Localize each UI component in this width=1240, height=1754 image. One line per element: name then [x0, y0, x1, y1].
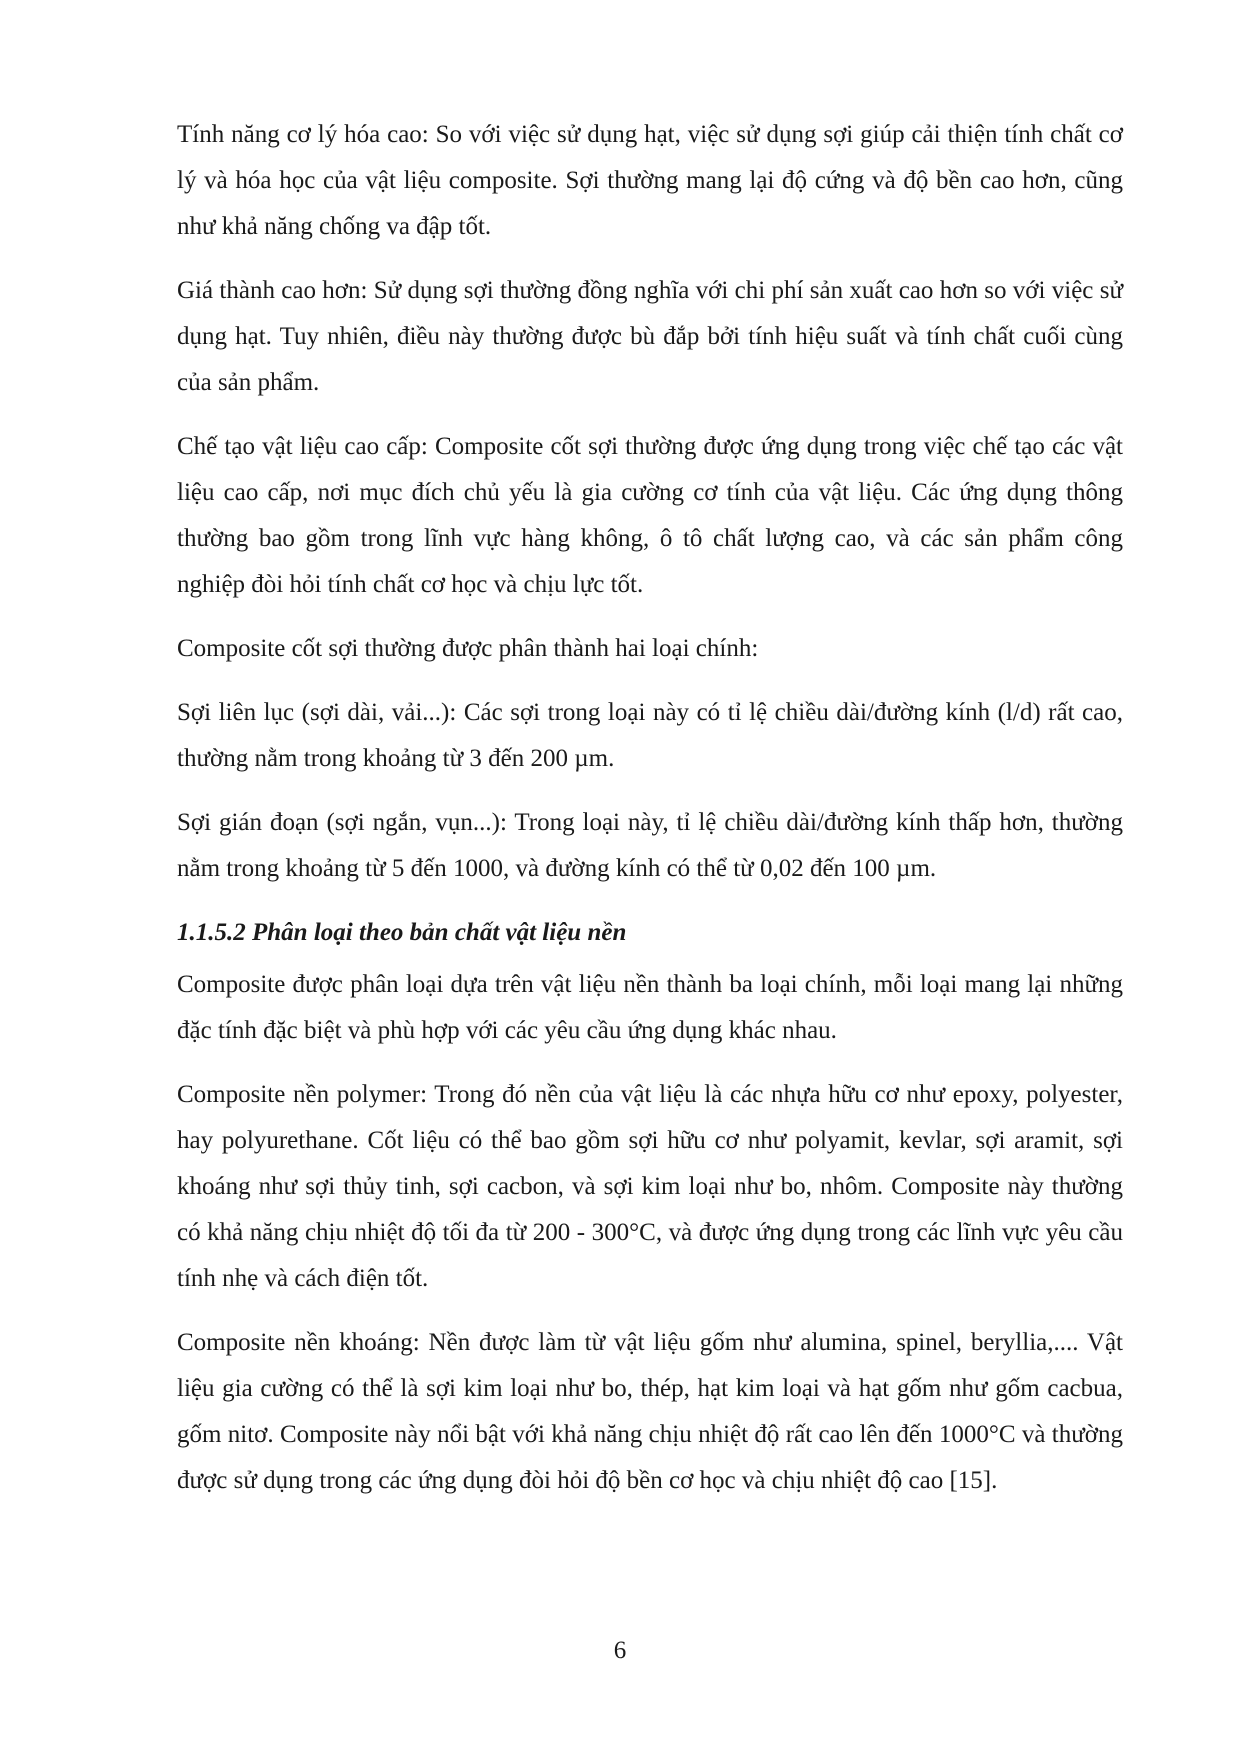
paragraph-continuous-fiber: Sợi liên lục (sợi dài, vải...): Các sợi trong loại này có tỉ lệ chiều dài/đường kính (l/d) rất cao, thường nằm trong khoảng từ 3 đến 200 µm.	[177, 699, 1123, 772]
paragraph-polymer-matrix: Composite nền polymer: Trong đó nền của vật liệu là các nhựa hữu cơ như epoxy, polyester, hay polyurethane. Cốt liệu có thể bao gồm sợi hữu cơ như polyamit, kevlar, sợi aramit, sợi khoáng như sợi thủy tinh, sợi cacbon, và sợi kim loại như bo, nhôm. Composite này thường có khả năng chịu nhiệt độ tối đa từ 200 - 300°C, và được ứng dụng trong các lĩnh vực yêu cầu tính nhẹ và cách điện tốt.	[177, 1081, 1123, 1292]
paragraph-fiber-classification: Composite cốt sợi thường được phân thành hai loại chính:	[177, 635, 759, 662]
paragraph-discontinuous-fiber: Sợi gián đoạn (sợi ngắn, vụn...): Trong loại này, tỉ lệ chiều dài/đường kính thấp hơn, thường nằm trong khoảng từ 5 đến 1000, và đường kính có thể từ 0,02 đến 100 µm.	[177, 809, 1123, 882]
paragraph-mechanical-properties: Tính năng cơ lý hóa cao: So với việc sử dụng hạt, việc sử dụng sợi giúp cải thiện tính chất cơ lý và hóa học của vật liệu composite. Sợi thường mang lại độ cứng và độ bền cao hơn, cũng như khả năng chống va đập tốt.	[177, 121, 1123, 240]
paragraph-mineral-matrix: Composite nền khoáng: Nền được làm từ vật liệu gốm như alumina, spinel, beryllia,.... Vật liệu gia cường có thể là sợi kim loại như bo, thép, hạt kim loại và hạt gốm như gốm cacbua, gốm nitơ. Composite này nổi bật với khả năng chịu nhiệt độ rất cao lên đến 1000°C và thường được sử dụng trong các ứng dụng đòi hỏi độ bền cơ học và chịu nhiệt độ cao [15].	[177, 1329, 1123, 1494]
paragraph-advanced-materials: Chế tạo vật liệu cao cấp: Composite cốt sợi thường được ứng dụng trong việc chế tạo các vật liệu cao cấp, nơi mục đích chủ yếu là gia cường cơ tính của vật liệu. Các ứng dụng thông thường bao gồm trong lĩnh vực hàng không, ô tô chất lượng cao, và các sản phẩm công nghiệp đòi hỏi tính chất cơ học và chịu lực tốt.	[177, 433, 1123, 598]
page-body	[177, 112, 1123, 1522]
page-number: 6	[613, 1637, 627, 1664]
paragraph-higher-cost: Giá thành cao hơn: Sử dụng sợi thường đồng nghĩa với chi phí sản xuất cao hơn so với việc sử dụng hạt. Tuy nhiên, điều này thường được bù đắp bởi tính hiệu suất và tính chất cuối cùng của sản phẩm.	[177, 277, 1123, 396]
section-heading: 1.1.5.2 Phân loại theo bản chất vật liệu nền	[177, 919, 627, 946]
paragraph-matrix-classification: Composite được phân loại dựa trên vật liệu nền thành ba loại chính, mỗi loại mang lại những đặc tính đặc biệt và phù hợp với các yêu cầu ứng dụng khác nhau.	[177, 971, 1123, 1044]
